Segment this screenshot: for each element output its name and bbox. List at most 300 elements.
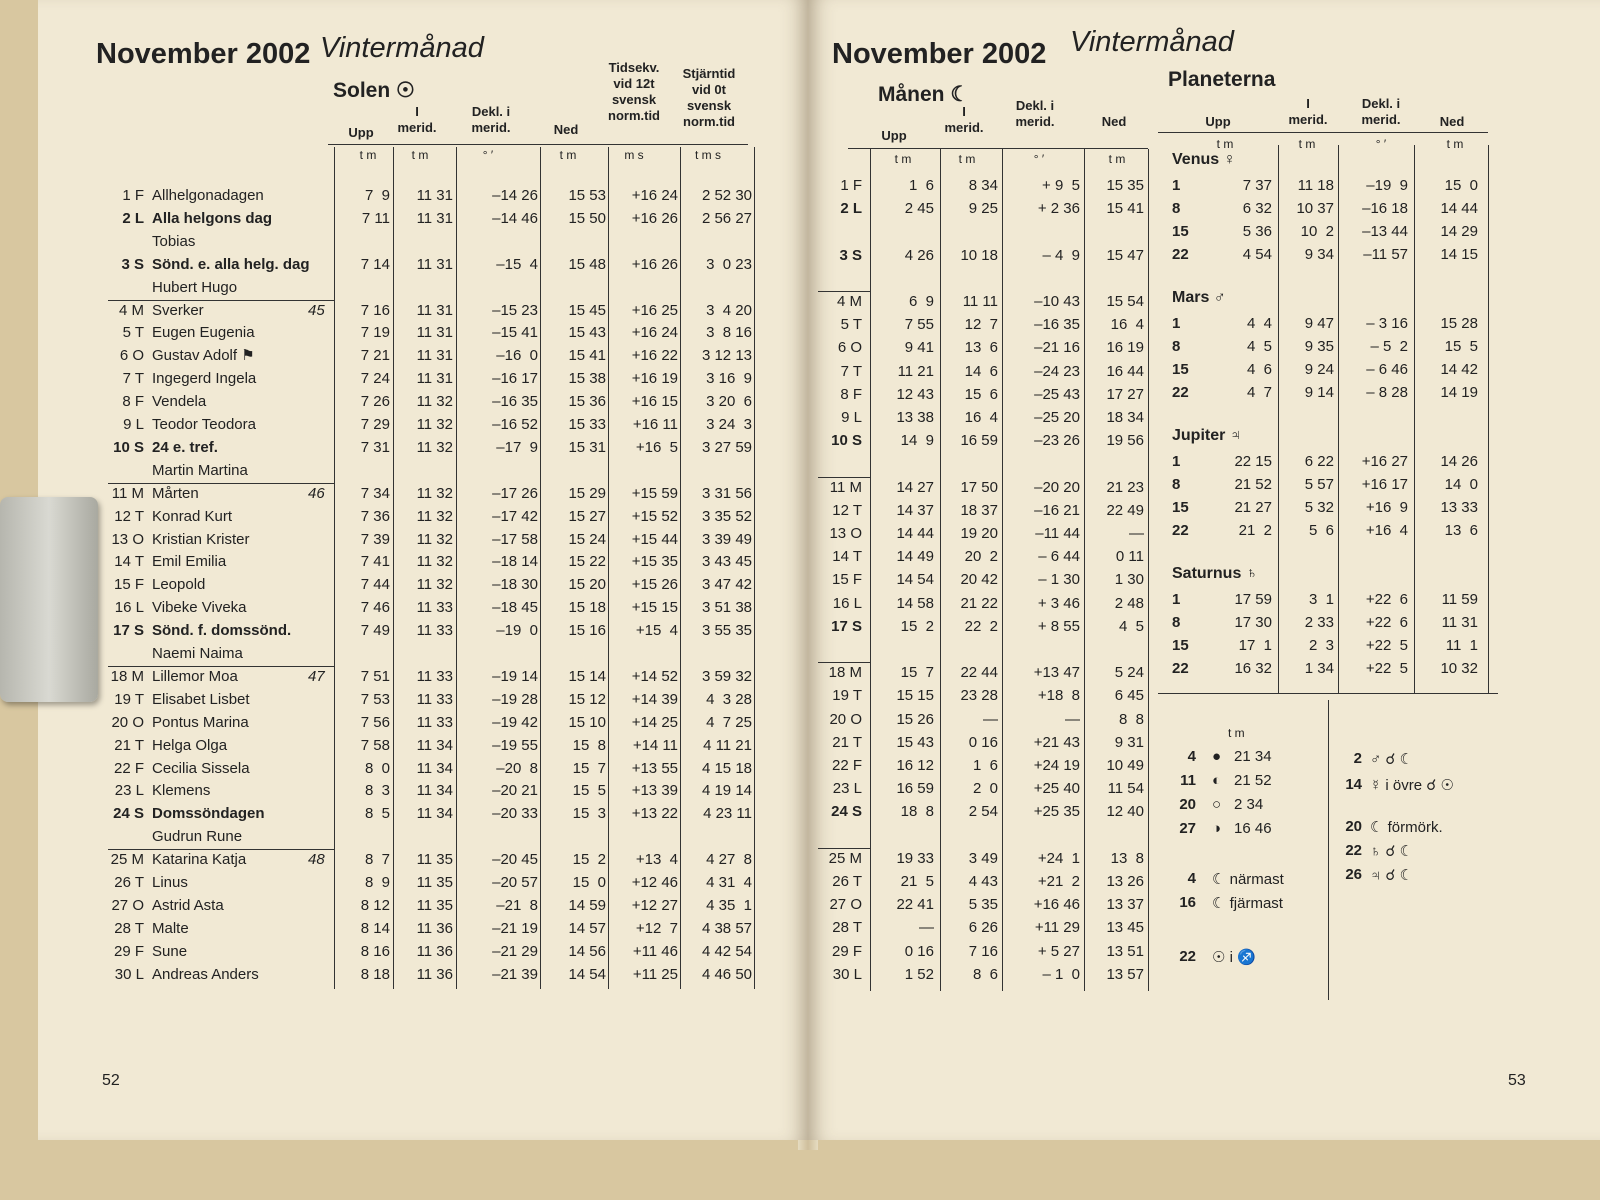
value-cell: +22 5: [1365, 637, 1408, 654]
moon-unit-label: ° ′: [1033, 152, 1045, 166]
table-row: [818, 616, 1158, 638]
col-dekl: Dekl. i merid.: [471, 104, 511, 135]
event-text: ☾ förmörk.: [1370, 819, 1443, 836]
day-label: 30 L: [832, 965, 862, 983]
value-cell: –14 46: [492, 209, 538, 227]
name-day: Ingegerd Ingela: [152, 370, 257, 388]
value-cell: +24 1: [1037, 849, 1080, 867]
value-cell: 14 42: [1440, 361, 1478, 378]
value-cell: –11 57: [1363, 246, 1408, 263]
value-cell: – 6 46: [1366, 361, 1408, 378]
value-cell: +15 59: [631, 484, 678, 502]
phase-day: 27: [1179, 820, 1196, 837]
day-label: 24 S: [113, 805, 144, 823]
table-row: [1158, 359, 1498, 381]
value-cell: 5 24: [1114, 664, 1144, 682]
value-cell: –16 52: [492, 416, 538, 433]
value-cell: 14 15: [1440, 246, 1478, 263]
value-cell: 11 36: [416, 919, 453, 937]
value-cell: 11 32: [416, 553, 453, 571]
value-cell: 3 43 45: [701, 553, 752, 571]
value-cell: 11 35: [416, 851, 453, 869]
value-cell: 8 18: [360, 965, 390, 983]
week-number: 45: [308, 301, 325, 319]
value-cell: 5 36: [1242, 223, 1272, 240]
week-number: 48: [308, 851, 325, 869]
value-cell: 9 34: [1304, 246, 1334, 263]
value-cell: +16 5: [635, 438, 678, 456]
table-row: [818, 755, 1158, 777]
day-label: 18 M: [828, 664, 862, 682]
value-cell: 3 16 9: [706, 370, 752, 388]
day-label: 28 T: [832, 919, 862, 937]
value-cell: –18 45: [492, 599, 538, 617]
day-label: 14 T: [832, 548, 862, 566]
value-cell: +14 39: [631, 690, 678, 708]
value-cell: –19 42: [492, 713, 538, 731]
value-cell: 4 54: [1242, 246, 1272, 263]
value-cell: 4 19 14: [701, 782, 752, 800]
day-label: 23 L: [832, 780, 862, 798]
day-label: 12 T: [832, 501, 862, 519]
value-cell: 8 34: [968, 177, 998, 194]
day-label: 20 O: [111, 713, 144, 731]
name-day: Cecilia Sissela: [152, 759, 250, 777]
table-row: [1158, 497, 1498, 519]
value-cell: 20 2: [964, 548, 998, 566]
table-row: [818, 245, 1158, 267]
value-cell: 11 33: [416, 622, 453, 640]
value-cell: –19 9: [1366, 177, 1408, 194]
moon-unit-label: t m: [894, 152, 912, 166]
value-cell: 11 18: [1297, 177, 1334, 194]
event-day: 2: [1353, 750, 1362, 767]
value-cell: 9 24: [1304, 361, 1334, 378]
value-cell: 11 31: [416, 209, 453, 227]
value-cell: 7 26: [360, 393, 390, 411]
unit-label: t m: [559, 148, 577, 162]
value-cell: + 5 27: [1037, 942, 1080, 960]
value-cell: –21 19: [492, 919, 538, 937]
value-cell: 2 3: [1308, 637, 1334, 654]
value-cell: 11 31: [1441, 614, 1478, 631]
value-cell: 3 47 42: [701, 576, 752, 594]
value-cell: 13 6: [964, 339, 998, 357]
value-cell: 7 55: [904, 316, 934, 334]
value-cell: 3 1: [1308, 591, 1334, 608]
table-row: [818, 848, 1158, 870]
table-row: [818, 268, 1158, 290]
name-day: Vibeke Viveka: [152, 599, 247, 617]
planet-unit-label: ° ′: [1375, 137, 1387, 151]
value-cell: –21 29: [492, 942, 538, 960]
value-cell: 0 16: [968, 733, 998, 751]
day-label: 8: [1172, 338, 1181, 355]
name-day: Linus: [152, 874, 188, 891]
value-cell: –19 14: [492, 667, 538, 685]
event-text: ♂ ☌ ☾: [1370, 751, 1414, 768]
value-cell: – 8 28: [1366, 384, 1408, 401]
name-day: Andreas Anders: [152, 965, 259, 983]
planet-name: Saturnus ♄: [1172, 565, 1258, 582]
table-row: [1158, 221, 1498, 243]
value-cell: –21 8: [496, 896, 538, 914]
table-row: [108, 620, 788, 642]
planet-table: [1158, 145, 1498, 705]
value-cell: 15 38: [568, 370, 606, 388]
value-cell: – 6 44: [1038, 548, 1080, 566]
day-label: 22 F: [113, 759, 144, 777]
day-label: 11 M: [111, 484, 144, 502]
value-cell: 10 49: [1106, 757, 1144, 774]
table-row: [108, 826, 788, 848]
planet-col-upp: Upp: [1205, 114, 1231, 129]
value-cell: +16 24: [631, 324, 678, 342]
table-row: [108, 208, 788, 230]
value-cell: –17 58: [492, 530, 538, 548]
day-label: 15 F: [113, 576, 144, 594]
day-label: 17 S: [113, 622, 144, 640]
value-cell: 15 16: [568, 622, 606, 640]
value-cell: 3 55 35: [701, 622, 752, 640]
value-cell: 4 15 18: [701, 759, 752, 777]
value-cell: 3 24 3: [706, 416, 752, 433]
value-cell: 22 41: [896, 896, 934, 914]
planet-col-dekl: Dekl. i merid.: [1361, 96, 1401, 127]
value-cell: +16 27: [1361, 453, 1408, 470]
value-cell: – 1 0: [1042, 965, 1080, 983]
value-cell: –21 39: [492, 965, 538, 983]
event-day: 20: [1345, 818, 1362, 835]
moon-events: [1158, 700, 1498, 1000]
moon-phase-icon: ◑: [1212, 820, 1222, 837]
day-label: 21 T: [832, 733, 862, 751]
table-row: [818, 221, 1158, 243]
moon-unit-label: t m: [958, 152, 976, 166]
planet-unit-label: t m: [1298, 137, 1316, 151]
value-cell: 0 16: [904, 942, 934, 960]
value-cell: 21 22: [960, 594, 998, 612]
value-cell: 13 57: [1106, 965, 1144, 983]
value-cell: 15 54: [1106, 293, 1144, 310]
value-cell: –18 30: [492, 576, 538, 594]
value-cell: +15 4: [635, 622, 678, 640]
table-row: [1158, 336, 1498, 358]
value-cell: +12 7: [635, 919, 678, 937]
value-cell: –11 44: [1035, 525, 1080, 542]
value-cell: 13 38: [896, 409, 934, 426]
day-label: 29 F: [831, 942, 862, 960]
value-cell: 15 41: [568, 347, 606, 365]
value-cell: 4 27 8: [706, 851, 752, 869]
value-cell: +16 26: [631, 255, 678, 273]
value-cell: 16 32: [1234, 660, 1272, 677]
value-cell: 14 26: [1440, 453, 1478, 470]
value-cell: +13 22: [631, 805, 678, 823]
value-cell: 3 39 49: [701, 530, 752, 548]
value-cell: 0 11: [1115, 548, 1144, 566]
value-cell: 4 26: [904, 246, 934, 264]
value-cell: –16 0: [496, 347, 538, 365]
value-cell: +14 11: [632, 736, 678, 754]
value-cell: 15 33: [568, 416, 606, 433]
table-row: [108, 849, 788, 871]
day-label: 8: [1172, 200, 1181, 217]
day-label: 8: [1172, 614, 1181, 631]
value-cell: 1 6: [908, 177, 934, 194]
value-cell: 11 31: [416, 187, 453, 204]
value-cell: 14 44: [896, 525, 934, 542]
name-day: Sune: [152, 942, 188, 960]
day-label: 22: [1172, 660, 1189, 677]
value-cell: 11 31: [416, 324, 453, 342]
value-cell: 15 12: [568, 690, 606, 708]
name-day: Naemi Naima: [152, 645, 243, 662]
day-label: 8 F: [840, 385, 862, 403]
value-cell: 15 15: [896, 687, 934, 705]
value-cell: +14 25: [631, 713, 678, 731]
table-row: [1158, 589, 1498, 611]
value-cell: 11 31: [416, 347, 453, 365]
value-cell: 12 40: [1106, 803, 1144, 821]
day-label: 6 O: [119, 347, 144, 365]
page-number: 53: [1508, 1072, 1526, 1089]
table-row: [818, 523, 1158, 545]
table-row: [1158, 313, 1498, 335]
value-cell: 10 2: [1300, 223, 1334, 240]
value-cell: +16 15: [631, 393, 678, 411]
name-day: Eugen Eugenia: [152, 324, 255, 342]
value-cell: 7 37: [1242, 177, 1272, 194]
value-cell: 13 51: [1106, 942, 1144, 960]
col-ned: Ned: [553, 122, 579, 137]
table-row: [818, 917, 1158, 939]
table-row: [1158, 382, 1498, 404]
table-row: [818, 361, 1158, 383]
value-cell: +16 25: [631, 301, 678, 319]
unit-label: t m: [359, 148, 377, 162]
value-cell: 13 8: [1110, 849, 1144, 867]
value-cell: 11 32: [416, 393, 453, 411]
name-day: Teodor Teodora: [152, 416, 256, 433]
moon-col-merid: I merid.: [944, 104, 984, 135]
table-row: [818, 477, 1158, 499]
moon-col-ned: Ned: [1101, 114, 1127, 129]
value-cell: 15 18: [568, 599, 606, 617]
value-cell: 13 45: [1106, 919, 1144, 937]
phase-day: 11: [1180, 772, 1196, 789]
table-row: [1158, 635, 1498, 657]
value-cell: 7 41: [360, 553, 390, 571]
value-cell: 7 24: [360, 370, 390, 388]
moon-phase-icon: ○: [1212, 796, 1222, 813]
name-day: Mårten: [152, 484, 199, 502]
value-cell: 16 44: [1106, 362, 1144, 380]
table-row: [108, 322, 788, 344]
moon-col-upp: Upp: [881, 128, 907, 143]
value-cell: 4 5: [1246, 338, 1272, 355]
value-cell: —: [919, 919, 934, 937]
planet-name: Mars ♂: [1172, 289, 1226, 306]
value-cell: 9 47: [1304, 315, 1334, 332]
value-cell: 4 31 4: [706, 874, 752, 891]
value-cell: 15 0: [572, 874, 606, 891]
value-cell: 3 8 16: [706, 324, 752, 342]
value-cell: – 4 9: [1042, 246, 1080, 264]
table-row: [1158, 451, 1498, 473]
value-cell: 3 27 59: [701, 438, 752, 456]
day-label: 17 S: [831, 617, 862, 635]
value-cell: 15 22: [568, 553, 606, 571]
moon-section-title: Månen ☾: [878, 83, 970, 106]
value-cell: 17 27: [1106, 385, 1144, 403]
value-cell: 15 43: [896, 733, 934, 751]
day-label: 21 T: [114, 736, 144, 754]
value-cell: 11 32: [416, 416, 453, 433]
value-cell: +16 11: [632, 416, 678, 433]
name-day: Gudrun Rune: [152, 828, 243, 846]
table-row: [108, 345, 788, 367]
day-label: 1: [1172, 177, 1181, 194]
value-cell: —: [1065, 710, 1080, 728]
value-cell: 7 9: [364, 187, 390, 204]
value-cell: 16 12: [896, 757, 934, 774]
planet-section-title: Planeterna: [1168, 68, 1276, 91]
unit-label: m s: [624, 148, 644, 162]
value-cell: 6 26: [968, 919, 998, 937]
value-cell: 11 32: [416, 576, 453, 594]
table-row: [818, 291, 1158, 313]
table-row: [108, 666, 788, 688]
table-row: [108, 735, 788, 757]
value-cell: –24 23: [1034, 362, 1080, 380]
value-cell: 15 10: [568, 713, 606, 731]
value-cell: –16 18: [1362, 200, 1408, 217]
value-cell: 22 2: [964, 617, 998, 635]
value-cell: –25 43: [1034, 385, 1080, 403]
week-number: 46: [308, 484, 325, 502]
value-cell: 13 33: [1440, 499, 1478, 516]
day-label: 4 M: [118, 301, 144, 319]
day-label: 15: [1172, 499, 1189, 516]
value-cell: —: [1129, 525, 1144, 542]
name-day: Vendela: [152, 393, 207, 411]
value-cell: –16 17: [492, 370, 538, 388]
table-row: [818, 941, 1158, 963]
value-cell: 14 54: [896, 571, 934, 589]
value-cell: 11 31: [416, 301, 453, 319]
unit-label: t m s: [695, 148, 721, 162]
value-cell: +16 9: [1365, 499, 1408, 516]
day-label: 22: [1172, 384, 1189, 401]
value-cell: +16 24: [631, 187, 678, 204]
value-cell: 15 8: [572, 736, 606, 754]
table-row: [818, 801, 1158, 823]
value-cell: 16 19: [1106, 339, 1144, 357]
day-label: 7 T: [840, 362, 862, 380]
day-label: 19 T: [832, 687, 862, 705]
value-cell: +16 26: [631, 209, 678, 227]
value-cell: 3 35 52: [701, 507, 752, 525]
value-cell: 12 7: [964, 316, 998, 334]
table-row: [818, 314, 1158, 336]
value-cell: 14 9: [900, 432, 934, 450]
value-cell: +11 29: [1034, 919, 1080, 937]
day-label: 10 S: [113, 438, 144, 456]
value-cell: 8 12: [360, 896, 390, 914]
table-row: [108, 368, 788, 390]
sign-text: ☉ i ♐: [1212, 949, 1256, 966]
value-cell: 16 59: [960, 432, 998, 450]
value-cell: –18 14: [492, 553, 538, 571]
day-label: 23 L: [114, 782, 144, 800]
value-cell: 15 50: [568, 209, 606, 227]
page-subtitle: Vintermånad: [1070, 26, 1234, 58]
value-cell: 18 37: [960, 501, 998, 519]
table-row: [818, 500, 1158, 522]
value-cell: 7 31: [360, 438, 390, 456]
day-label: 14 T: [114, 553, 144, 571]
value-cell: 11 32: [416, 530, 453, 548]
value-cell: 7 49: [360, 622, 390, 640]
value-cell: +13 4: [635, 851, 678, 869]
value-cell: 13 37: [1106, 896, 1144, 914]
day-label: 22: [1172, 522, 1189, 539]
day-label: 24 S: [831, 803, 862, 821]
value-cell: 9 25: [968, 200, 998, 218]
value-cell: + 8 55: [1037, 617, 1080, 635]
value-cell: 4 3 28: [706, 690, 752, 708]
moon-phase-icon: ●: [1212, 748, 1222, 765]
planet-unit-label: t m: [1216, 137, 1234, 151]
value-cell: 9 31: [1114, 733, 1144, 751]
value-cell: 11 36: [416, 965, 453, 983]
event-text: ☿ i övre ☌ ☉: [1370, 777, 1454, 794]
value-cell: 4 11 21: [703, 736, 752, 754]
table-row: [108, 918, 788, 940]
value-cell: – 3 16: [1366, 315, 1408, 332]
value-cell: 11 32: [416, 438, 453, 456]
value-cell: 11 31: [416, 255, 453, 273]
value-cell: 1 30: [1114, 571, 1144, 589]
value-cell: 2 0: [972, 780, 998, 798]
table-row: [818, 709, 1158, 731]
planet-bottom-rule: [1158, 693, 1498, 694]
planet-header-rule: [1158, 132, 1488, 133]
value-cell: 17 30: [1234, 614, 1272, 631]
table-row: [108, 964, 788, 986]
value-cell: 11 35: [416, 896, 453, 914]
value-cell: +13 55: [631, 759, 678, 777]
day-label: 1 F: [840, 177, 862, 194]
day-label: 27 O: [111, 896, 144, 914]
table-row: [108, 895, 788, 917]
value-cell: 21 23: [1106, 478, 1144, 496]
value-cell: 12 43: [896, 385, 934, 403]
phase-time: 2 34: [1234, 796, 1264, 813]
value-cell: 11 34: [416, 782, 453, 800]
value-cell: –19 0: [496, 622, 538, 640]
value-cell: –20 8: [496, 759, 538, 777]
unit-label: t m: [411, 148, 429, 162]
day-label: 16 L: [832, 594, 862, 612]
table-row: [1158, 198, 1498, 220]
col-tidsekv: Tidsekv. vid 12t svensk norm.tid: [608, 60, 660, 123]
week-rule: [818, 477, 870, 478]
value-cell: 15 31: [568, 438, 606, 456]
value-cell: 2 33: [1304, 614, 1334, 631]
day-label: 8: [1172, 476, 1181, 493]
